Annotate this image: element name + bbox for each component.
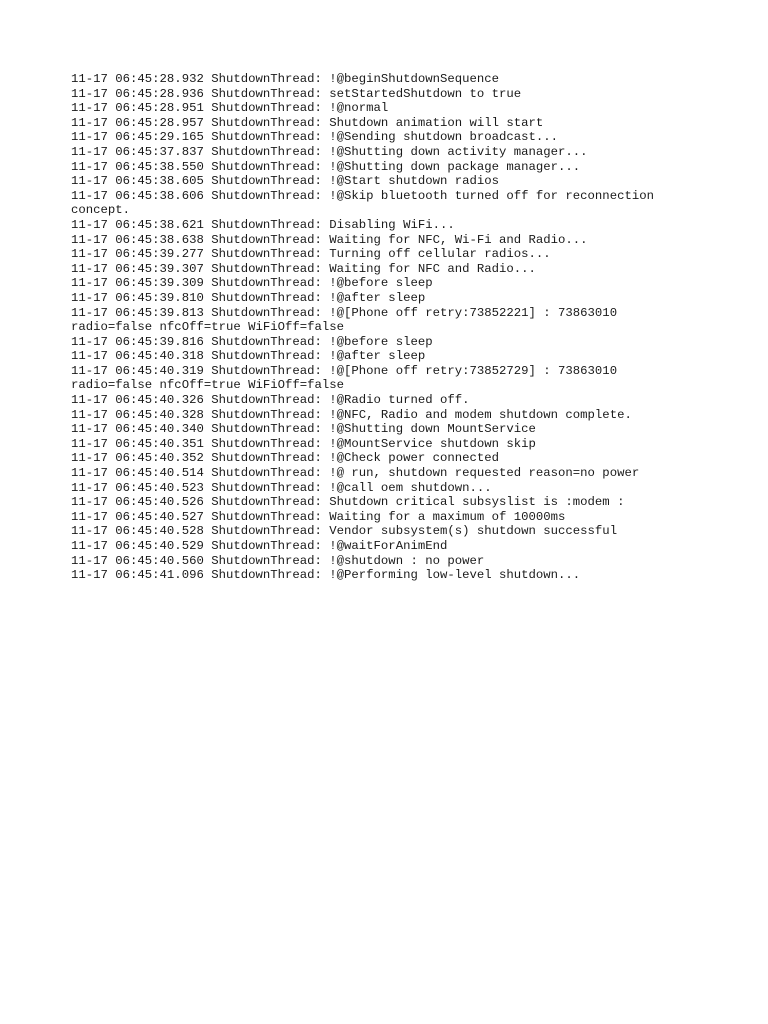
log-line: 11-17 06:45:40.319 ShutdownThread: !@[Phone off retry:73852729] : 73863010 radio=false nfcOff=true WiFiOff=false xyxy=(71,363,618,393)
log-line: 11-17 06:45:40.528 ShutdownThread: Vendor subsystem(s) shutdown successful xyxy=(71,524,618,539)
log-line: 11-17 06:45:38.638 ShutdownThread: Waiting for NFC, Wi-Fi and Radio... xyxy=(71,232,588,247)
log-line: 11-17 06:45:38.550 ShutdownThread: !@Shutting down package manager... xyxy=(71,159,581,174)
log-line: 11-17 06:45:40.326 ShutdownThread: !@Radio turned off. xyxy=(71,393,470,408)
log-line: 11-17 06:45:39.309 ShutdownThread: !@before sleep xyxy=(71,276,433,291)
log-line: 11-17 06:45:40.351 ShutdownThread: !@MountService shutdown skip xyxy=(71,436,536,451)
log-line: 11-17 06:45:40.560 ShutdownThread: !@shutdown : no power xyxy=(71,553,485,568)
log-line: 11-17 06:45:28.951 ShutdownThread: !@normal xyxy=(71,101,389,116)
log-line: 11-17 06:45:39.816 ShutdownThread: !@before sleep xyxy=(71,334,433,349)
log-line: 11-17 06:45:38.606 ShutdownThread: !@Skip bluetooth turned off for reconnection concept. xyxy=(71,188,654,218)
log-line: 11-17 06:45:29.165 ShutdownThread: !@Sending shutdown broadcast... xyxy=(71,130,559,145)
log-line: 11-17 06:45:40.527 ShutdownThread: Waiting for a maximum of 10000ms xyxy=(71,509,566,524)
log-line: 11-17 06:45:28.957 ShutdownThread: Shutdown animation will start xyxy=(71,115,544,130)
log-line: 11-17 06:45:28.932 ShutdownThread: !@beginShutdownSequence xyxy=(71,72,500,86)
log-line: 11-17 06:45:40.340 ShutdownThread: !@Shutting down MountService xyxy=(71,422,536,437)
log-line: 11-17 06:45:40.318 ShutdownThread: !@after sleep xyxy=(71,349,426,364)
log-line: 11-17 06:45:39.307 ShutdownThread: Waiting for NFC and Radio... xyxy=(71,261,536,276)
log-line: 11-17 06:45:39.810 ShutdownThread: !@after sleep xyxy=(71,290,426,305)
log-line: 11-17 06:45:38.621 ShutdownThread: Disabling WiFi... xyxy=(71,217,455,232)
log-line: 11-17 06:45:28.936 ShutdownThread: setStartedShutdown to true xyxy=(71,86,522,101)
log-line: 11-17 06:45:40.514 ShutdownThread: !@ run, shutdown requested reason=no power xyxy=(71,466,640,481)
log-line: 11-17 06:45:40.352 ShutdownThread: !@Check power connected xyxy=(71,451,500,466)
log-line: 11-17 06:45:39.813 ShutdownThread: !@[Phone off retry:73852221] : 73863010 radio=false nfcOff=true WiFiOff=false xyxy=(71,305,618,335)
log-line: 11-17 06:45:38.605 ShutdownThread: !@Start shutdown radios xyxy=(71,174,500,189)
log-line: 11-17 06:45:40.526 ShutdownThread: Shutdown critical subsyslist is :modem : xyxy=(71,495,625,510)
log-line: 11-17 06:45:41.096 ShutdownThread: !@Performing low-level shutdown... xyxy=(71,568,581,583)
log-line: 11-17 06:45:40.328 ShutdownThread: !@NFC, Radio and modem shutdown complete. xyxy=(71,407,632,422)
shutdown-log xyxy=(71,72,691,583)
log-line: 11-17 06:45:40.529 ShutdownThread: !@waitForAnimEnd xyxy=(71,539,448,553)
log-line: 11-17 06:45:39.277 ShutdownThread: Turning off cellular radios... xyxy=(71,247,551,262)
log-line: 11-17 06:45:37.837 ShutdownThread: !@Shutting down activity manager... xyxy=(71,144,588,159)
log-line: 11-17 06:45:40.523 ShutdownThread: !@call oem shutdown... xyxy=(71,480,492,495)
